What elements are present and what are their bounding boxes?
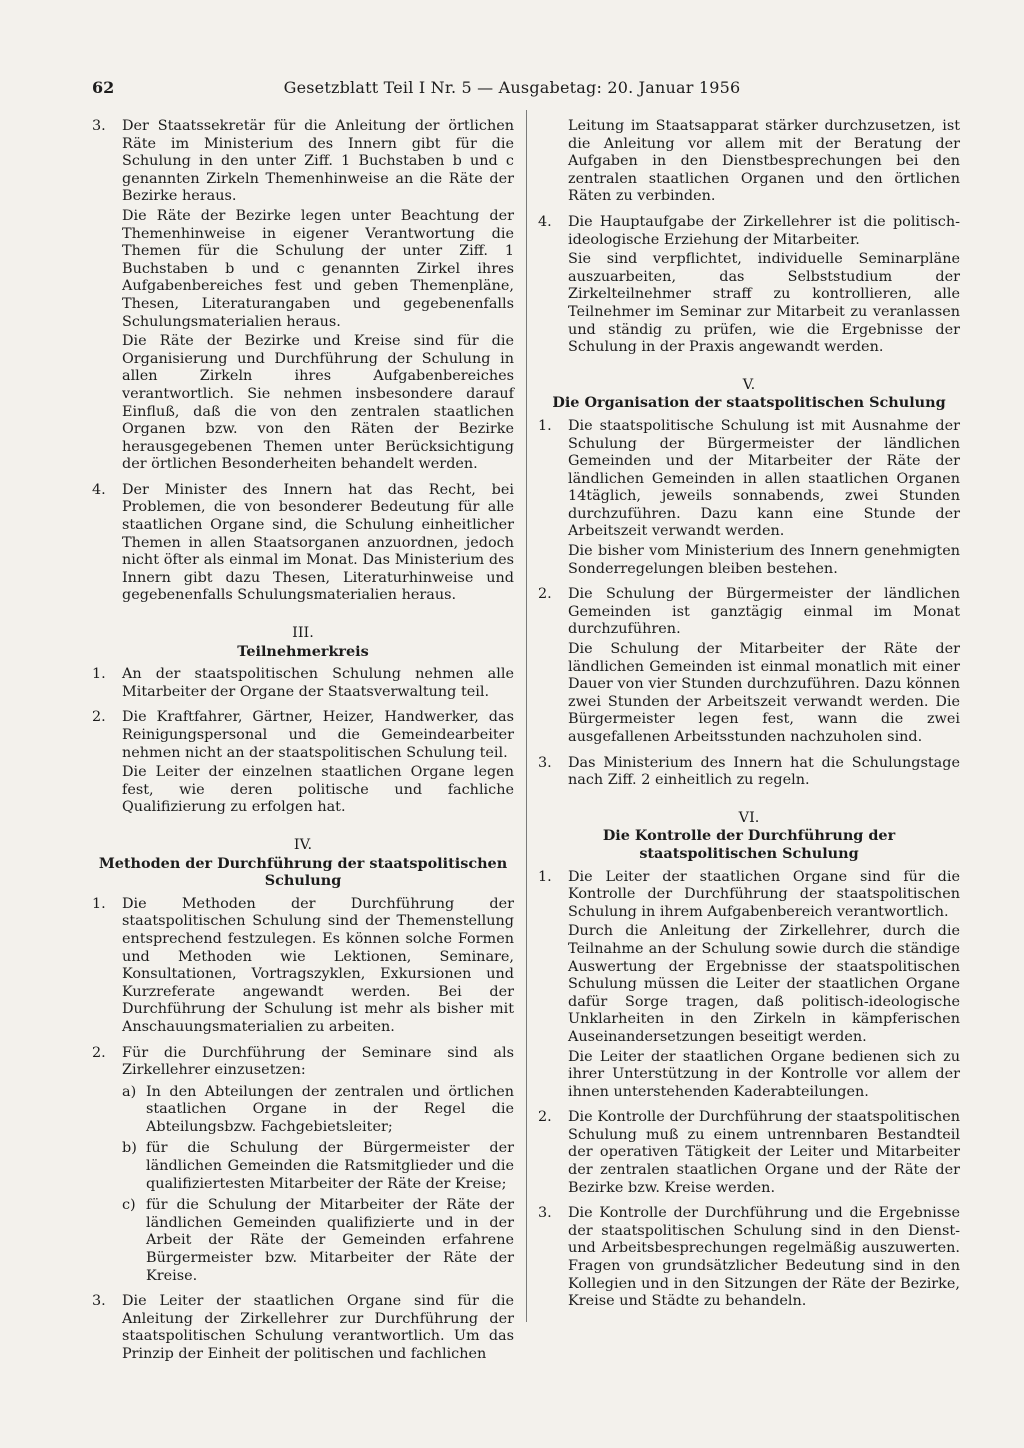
item-number: 3. [538,1205,552,1222]
list-item [538,869,960,1102]
column-divider [526,110,527,1322]
list-item [92,1045,514,1286]
section-title: Die Organisation der staatspolitischen Schulung [552,394,946,412]
sub-item [122,1084,514,1137]
paragraph: In den Abteilungen der zentralen und örtlichen staatlichen Organe in der Regel die Abteilungsbzw. Fachgebietsleiter; [146,1083,514,1135]
paragraph: Der Minister des Innern hat das Recht, bei Problemen, die von besonderer Bedeutung für alle staatlichen Organe sind, die Schulung einheitlicher Themen in allen Staatsorganen anzuordnen, jedoch nicht öfter als einmal im Monat. Das Ministerium des Innern gibt dazu Thesen, Literaturhinweise und gegebenenfalls Schulungsmaterialien heraus. [122,481,514,604]
list-item [92,709,514,817]
paragraph: Der Staatssekretär für die Anleitung der örtlichen Räte im Ministerium des Innern gibt für die Schulung in den unter Ziff. 1 Buchstaben b und c genannten Zirkeln Themenhinweise an die Räte der Bezirke heraus. [122,118,514,205]
section-title: Teilnehmerkreis [237,642,369,660]
sub-item-letter: c) [122,1197,136,1214]
list-item [92,118,514,474]
page-number: 62 [92,78,115,97]
paragraph: Die Methoden der Durchführung der staatspolitischen Schulung sind der Themenstellung entsprechend festzulegen. Es können solche Formen und Methoden wie Lektionen, Seminare, Konsultationen, Vortragszyklen, Exkursionen und Kurzreferate angewandt werden. Bei der Durchführung der Schulung ist mehr als bisher mit Anschauungsmaterialien zu arbeiten. [122,895,514,1035]
paragraph: Sie sind verpflichtet, individuelle Seminarpläne auszuarbeiten, das Selbststudium der Zirkelteilnehmer straff zu kontrollieren, alle Teilnehmer im Seminar zur Mitarbeit zu veranlassen und ständig zu prüfen, wie die Ergebnisse der Schulung in der Praxis angewandt werden. [568,251,960,356]
paragraph: für die Schulung der Mitarbeiter der Räte der ländlichen Gemeinden qualifizierte und in der Arbeit der Räte der Gemeinden erfahrene Bürgermeister bzw. Mitarbeiter der Räte der Kreise. [146,1197,514,1284]
paragraph: Die Schulung der Mitarbeiter der Räte der ländlichen Gemeinden ist einmal monatlich mit einer Dauer von vier Stunden durchzuführen. Dazu können zwei Stunden der Arbeitszeit verwandt werden. Die Bürgermeister legen fest, wann die zwei ausgefallenen Arbeitsstunden nachzuholen sind. [568,641,960,745]
paragraph: für die Schulung der Bürgermeister der ländlichen Gemeinden die Ratsmitglieder und die qualifiziertesten Mitarbeiter der Räte der Kreise; [146,1140,514,1192]
sub-item [122,1140,514,1193]
paragraph: Die Leiter der einzelnen staatlichen Organe legen fest, wie deren politische und fachliche Qualifizierung zu erfolgen hat. [122,764,514,816]
item-number: 1. [538,417,552,434]
item-number: 3. [538,754,552,771]
left-column [92,118,514,1372]
list-item [92,896,514,1037]
list-item [92,666,514,701]
paragraph: Die Schulung der Bürgermeister der ländlichen Gemeinden ist ganztägig einmal im Monat durchzuführen. [568,586,960,638]
item-number: 2. [92,709,106,726]
paragraph: An der staatspolitischen Schulung nehmen alle Mitarbeiter der Organe der Staatsverwaltung teil. [122,666,514,700]
paragraph-continuation: Leitung im Staatsapparat stärker durchzusetzen, ist die Anleitung vor allem mit der Beratung der Aufgaben in den Dienstbesprechungen bei den zentralen staatlichen Organen und den örtlichen Räten zu verbinden. [568,118,960,205]
paragraph: Die Räte der Bezirke und Kreise sind für die Organisierung und Durchführung der Schulung in allen Zirkeln ihres Aufgabenbereiches verantwortlich. Sie nehmen insbesondere darauf Einfluß, daß die von den zentralen staatlichen Organen bzw. von den Räten der Bezirke herausgegebenen Themen unter Berücksichtigung der örtlichen Besonderheiten behandelt werden. [122,333,514,473]
section-number: IV. [293,836,313,853]
item-number: 3. [92,1293,106,1310]
paragraph: Die Räte der Bezirke legen unter Beachtung der Themenhinweise in eigener Verantwortung die Themen für die Schulung der unter Ziff. 1 Buchstaben b und c genannten Zirkel ihres Aufgabenbereiches fest und geben Themenpläne, Thesen, Literaturangaben und gegebenenfalls Schulungsmaterialien heraus. [122,207,514,330]
list-item [538,418,960,578]
paragraph: Die Leiter der staatlichen Organe sind für die Anleitung der Zirkellehrer zur Durchführung der staatspolitischen Schulung verantwortlich. Um das Prinzip der Einheit der politischen und fachlichen [122,1293,514,1362]
item-number: 1. [538,868,552,885]
section-title: Methoden der Durchführung der staatspolitischen Schulung [98,854,508,890]
list-item [538,214,960,357]
paragraph: Die Kontrolle der Durchführung der staatspolitischen Schulung muß zu einem untrennbaren Bestandteil der operativen Tätigkeit der Leiter und Mitarbeiter der zentralen staatlichen Organe und der Räte der Bezirke bzw. Kreise werden. [568,1109,960,1196]
item-number: 4. [92,481,106,498]
sub-item-letter: a) [122,1083,137,1100]
paragraph: Das Ministerium des Innern hat die Schulungstage nach Ziff. 2 einheitlich zu regeln. [568,754,960,789]
paragraph: Die Kraftfahrer, Gärtner, Heizer, Handwerker, das Reinigungspersonal und die Gemeindearbeiter nehmen nicht an der staatspolitischen Schulung teil. [122,709,514,761]
list-item [538,1205,960,1311]
paragraph: Die staatspolitische Schulung ist mit Ausnahme der Schulung der Bürgermeister der ländlichen Gemeinden und der Mitarbeiter der Räte der ländlichen Gemeinden in allen staatlichen Organen 14täglich, jeweils sonnabends, zwei Stunden durchzuführen. Dazu kann eine Stunde der Arbeitszeit verwandt werden. [568,417,960,540]
sub-item-letter: b) [122,1140,137,1157]
right-column [538,118,960,1319]
list-item [92,482,514,605]
item-number: 2. [538,1109,552,1126]
section-number: V. [742,376,756,393]
item-number: 3. [92,118,106,134]
list-item [538,586,960,746]
item-number: 1. [92,666,106,683]
paragraph: Die Leiter der staatlichen Organe bedienen sich zu ihrer Unterstützung in der Kontrolle vor allem der ihnen unterstehenden Kaderabteilungen. [568,1048,960,1100]
section-number: VI. [738,809,760,826]
paragraph: Durch die Anleitung der Zirkellehrer, durch die Teilnahme an der Schulung sowie durch die ständige Auswertung der Ergebnisse der staatspolitischen Schulung müssen die Leiter der staatlichen Organe dafür Sorge tragen, daß politisch-ideologische Unklarheiten in den Zirkeln in kämpferischen Auseinandersetzungen beseitigt werden. [568,923,960,1045]
section-title: Die Kontrolle der Durchführung der staatspolitischen Schulung [602,827,896,862]
paragraph: Die Kontrolle der Durchführung und die Ergebnisse der staatspolitischen Schulung sind in den Dienst- und Arbeitsbesprechungen regelmäßig auszuwerten. Fragen von grundsätzlicher Bedeutung sind in den Kollegien und in den Sitzungen der Räte der Bezirke, Kreise und Städte zu behandeln. [568,1205,960,1310]
paragraph: Für die Durchführung der Seminare sind als Zirkellehrer einzusetzen: [122,1044,514,1079]
list-item [92,1293,514,1363]
section-number: III. [292,625,314,642]
page-header [0,73,1024,103]
list-item [538,755,960,790]
list-item [538,1109,960,1197]
paragraph: Die Leiter der staatlichen Organe sind für die Kontrolle der Durchführung der staatspolitischen Schulung in ihrem Aufgabenbereich verantwortlich. [568,868,960,920]
item-number: 4. [538,213,552,230]
item-number: 2. [538,586,552,603]
item-number: 2. [92,1044,106,1061]
paragraph: Die bisher vom Ministerium des Innern genehmigten Sonderregelungen bleiben bestehen. [568,543,960,577]
header-title: Gesetzblatt Teil I Nr. 5 — Ausgabetag: 20. Januar 1956 [283,78,741,97]
sub-item [122,1197,514,1285]
paragraph: Die Hauptaufgabe der Zirkellehrer ist die politisch-ideologische Erziehung der Mitarbeiter. [568,213,960,248]
item-number: 1. [92,895,106,912]
